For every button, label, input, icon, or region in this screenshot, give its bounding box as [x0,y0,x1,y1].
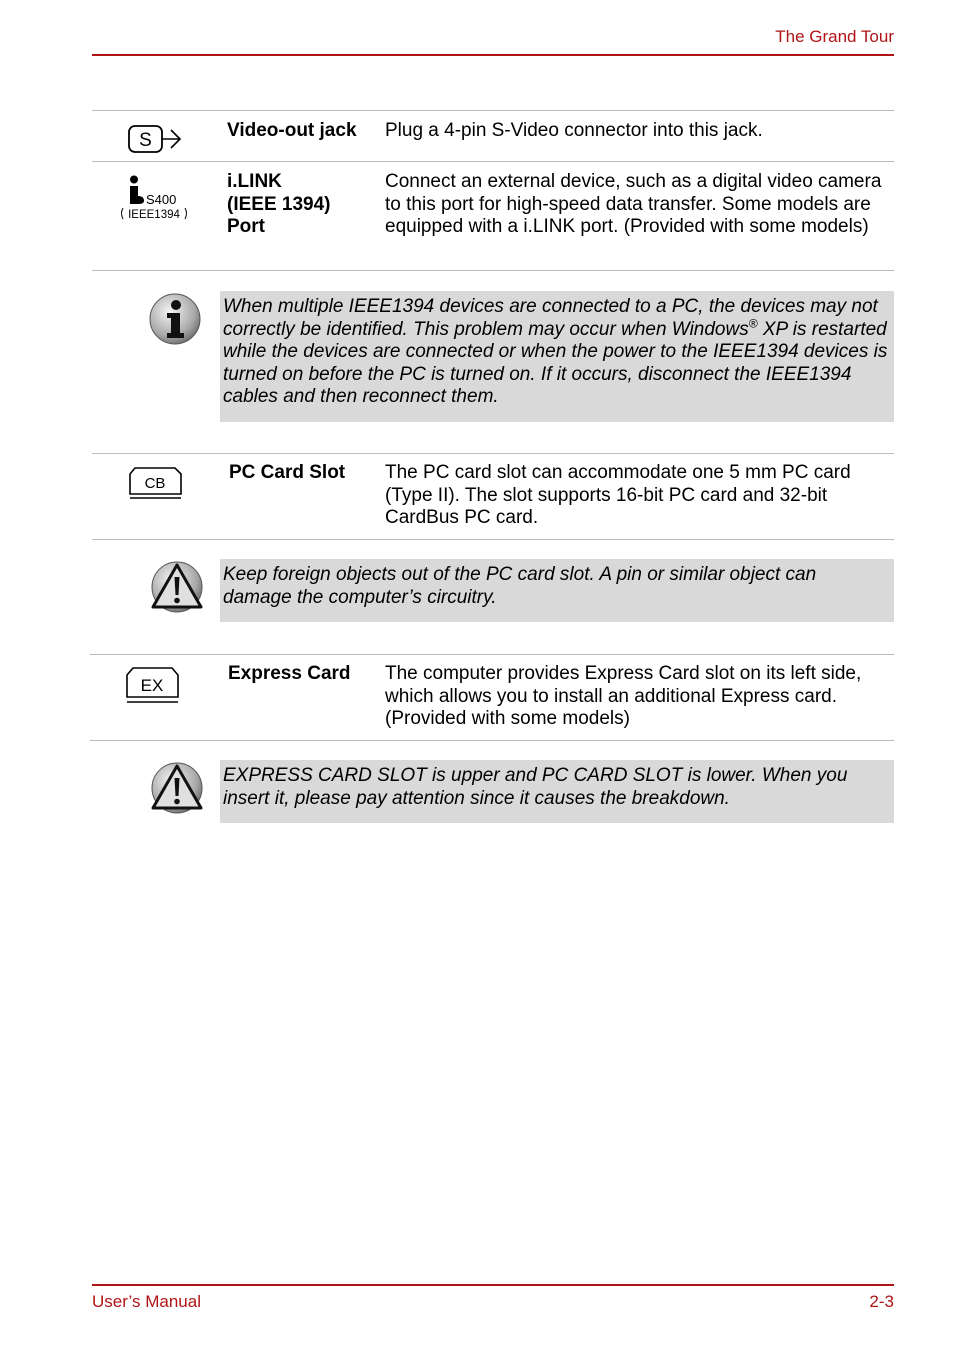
row-term-line: (IEEE 1394) [227,193,331,215]
table-rule [92,161,894,162]
caution-note: Keep foreign objects out of the PC card slot. A pin or similar object can damage the computer’s circuitry. [220,559,894,622]
footer-manual-title: User’s Manual [92,1292,201,1311]
info-icon [148,292,202,346]
s-video-icon [126,123,184,155]
ilink-icon [118,174,190,222]
running-header: The Grand Tour [775,27,894,46]
caution-note: EXPRESS CARD SLOT is upper and PC CARD SLOT is lower. When you insert it, please pay attention since it causes the breakdown. [220,760,894,823]
s-video-icon-label: S [139,130,152,151]
table-rule [92,110,894,111]
footer-rule [92,1284,894,1286]
info-note [220,291,894,422]
ilink-icon-s400: S400 [146,192,177,207]
row-description: Connect an external device, such as a digital video camera to this port for high-speed data transfer. Some models are equipped with a i.LINK port. (Provided with some models) [385,171,882,237]
row-description: The computer provides Express Card slot on its left side, which allows you to install an additional Express card. (Provided with some models) [385,663,862,729]
caution-icon [150,560,204,614]
row-term: Video-out jack [227,120,357,141]
info-note-text-before: When multiple IEEE1394 devices are connected to a PC, the devices may not correctly be identified. This problem may occur when Windows [223,296,878,340]
ilink-icon-ieee: IEEE1394 [128,209,180,221]
row-term: Express Card [228,663,351,684]
registered-mark: ® [748,316,758,331]
table-rule [92,270,894,271]
row-description: Plug a 4-pin S-Video connector into this jack. [385,120,763,141]
table-rule [90,654,894,655]
row-description: The PC card slot can accommodate one 5 mm PC card (Type II). The slot supports 16-bit PC card and 32-bit CardBus PC card. [385,462,851,528]
info-note-text-after: XP is restarted while the devices are connected or when the power to the IEEE1394 devices is turned on before the PC is turned on. If it occurs, disconnect the IEEE1394 cables and then reconnect them. [223,318,888,407]
table-rule [92,453,894,454]
row-term: PC Card Slot [229,462,346,483]
row-term-line: i.LINK [227,171,282,192]
express-card-icon [124,665,182,705]
express-card-icon-label: EX [140,676,164,695]
header-rule [92,54,894,56]
row-term [227,171,331,239]
caution-icon [150,761,204,815]
page-number: 2-3 [869,1292,894,1311]
pc-card-icon-label: CB [144,475,166,492]
table-rule [92,539,894,540]
row-term-line: Port [227,216,265,237]
table-rule [90,740,894,741]
pc-card-icon [127,465,185,501]
